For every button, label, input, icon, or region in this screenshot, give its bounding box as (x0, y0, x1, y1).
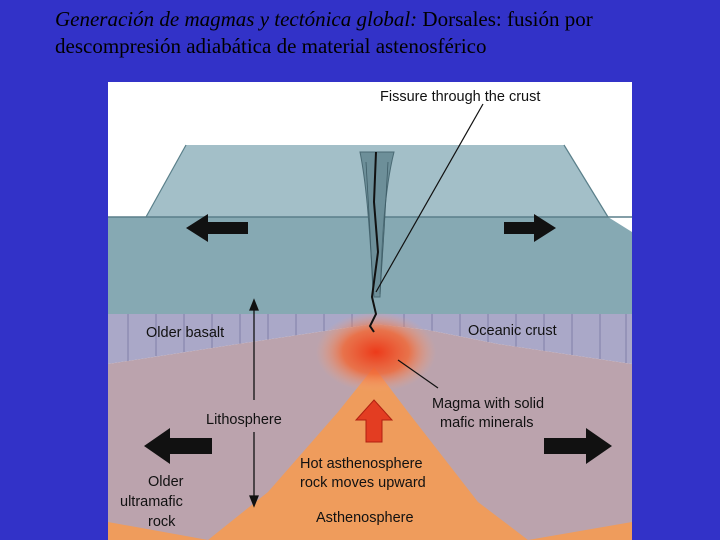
label-magma-1: Magma with solid (432, 396, 545, 412)
label-lithosphere: Lithosphere (206, 412, 282, 428)
magma-chamber (316, 312, 436, 392)
title-normal: Dorsales: fusión por descompresión adiabática de material astenosférico (55, 7, 593, 58)
label-older-1: Older (148, 474, 184, 490)
label-fissure: Fissure through the crust (380, 89, 541, 105)
ridge-diagram-svg (108, 82, 632, 540)
label-hot-2: rock moves upward (300, 475, 426, 491)
label-oceanic-crust: Oceanic crust (468, 323, 557, 339)
label-older-2: ultramafic (120, 494, 183, 510)
label-magma-2: mafic minerals (440, 415, 534, 431)
ridge-diagram (108, 82, 632, 540)
slide-title (55, 6, 715, 60)
label-asthenosphere: Asthenosphere (316, 510, 414, 526)
title-italic: Generación de magmas y tectónica global: (55, 7, 418, 31)
label-older-3: rock (148, 514, 176, 530)
label-hot-1: Hot asthenosphere (300, 456, 423, 472)
label-older-basalt: Older basalt (146, 325, 225, 341)
